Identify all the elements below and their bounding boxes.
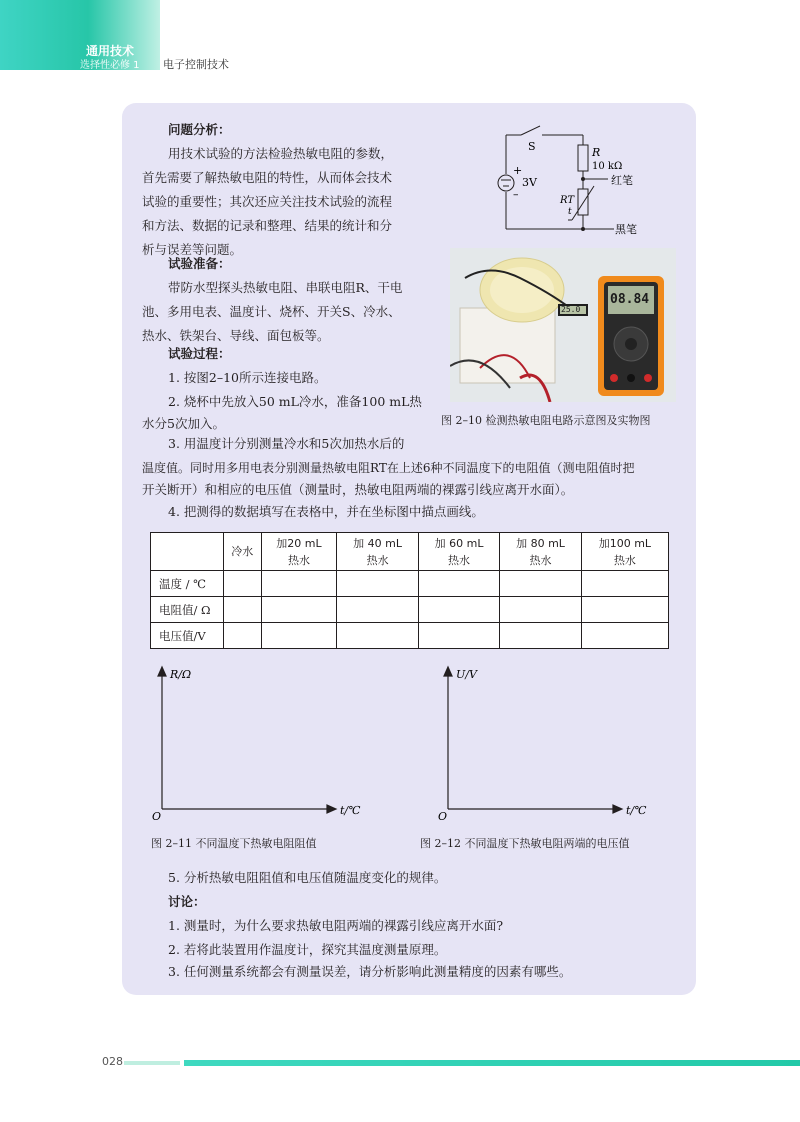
graph1-origin: O bbox=[152, 810, 162, 822]
experiment-photo bbox=[450, 248, 676, 402]
step-1: 1. 按图2–10所示连接电路。 bbox=[168, 370, 327, 385]
row-label-resistance: 电阻值/ Ω bbox=[151, 597, 224, 623]
step-2-cont: 水分5次加入。 bbox=[142, 416, 225, 431]
problem-line: 首先需要了解热敏电阻的特性，从而体会技术 bbox=[142, 170, 393, 185]
chapter-title: 电子控制技术 bbox=[163, 58, 229, 71]
graph-voltage-vs-temperature bbox=[434, 662, 674, 822]
label-thermistor: RT bbox=[560, 195, 575, 206]
discussion-item: 1. 测量时，为什么要求热敏电阻两端的裸露引线应离开水面? bbox=[168, 918, 504, 933]
label-t: t bbox=[568, 207, 572, 217]
step-3: 3. 用温度计分别测量冷水和5次加热水后的 bbox=[168, 436, 405, 451]
graph1-ylabel: R/Ω bbox=[170, 668, 192, 681]
discussion-heading: 讨论： bbox=[168, 894, 206, 909]
step-5: 5. 分析热敏电阻阻值和电压值随温度变化的规律。 bbox=[168, 870, 447, 885]
footer-bar-light bbox=[124, 1061, 180, 1065]
table-header-cell: 加 40 mL 热水 bbox=[337, 533, 418, 571]
book-subtitle: 选择性必修 1 bbox=[80, 60, 140, 71]
data-table bbox=[150, 532, 669, 649]
problem-line: 试验的重要性；其次还应关注技术试验的流程 bbox=[142, 194, 393, 209]
problem-line: 用技术试验的方法检验热敏电阻的参数， bbox=[168, 146, 394, 161]
footer-bar bbox=[184, 1060, 800, 1066]
table-header-cell: 加20 mL 热水 bbox=[261, 533, 337, 571]
graph-resistance-vs-temperature bbox=[148, 662, 388, 822]
circuit-diagram bbox=[490, 118, 650, 240]
row-label-temperature: 温度 / ℃ bbox=[151, 571, 224, 597]
step-2: 2. 烧杯中先放入50 mL冷水，准备100 mL热 bbox=[168, 394, 422, 409]
label-red-probe: 红笔 bbox=[611, 174, 633, 187]
prep-line: 池、多用电表、温度计、烧杯、开关S、冷水、 bbox=[142, 304, 401, 319]
step-4: 4. 把测得的数据填写在表格中，并在坐标图中描点画线。 bbox=[168, 504, 484, 519]
problem-line: 析与误差等问题。 bbox=[142, 242, 243, 257]
table-header-row bbox=[151, 533, 669, 571]
process-heading: 试验过程： bbox=[168, 346, 231, 361]
prep-line: 热水、铁架台、导线、面包板等。 bbox=[142, 328, 330, 343]
meter-reading: 08.84 bbox=[610, 292, 650, 307]
row-label-voltage: 电压值/V bbox=[151, 623, 224, 649]
step-3-cont: 温度值。同时用多用电表分别测量热敏电阻RT在上述6种不同温度下的电阻值（测电阻值时把 bbox=[142, 461, 635, 475]
discussion-item: 3. 任何测量系统都会有测量误差，请分析影响此测量精度的因素有哪些。 bbox=[168, 964, 572, 979]
label-minus: – bbox=[513, 188, 519, 201]
label-plus: + bbox=[513, 164, 523, 177]
step-3-cont: 开关断开）和相应的电压值（测量时，热敏电阻两端的裸露引线应离开水面）。 bbox=[142, 482, 574, 497]
graph1-xlabel: t/℃ bbox=[340, 804, 361, 817]
label-resistor: R bbox=[592, 146, 601, 159]
book-title: 通用技术 bbox=[86, 44, 135, 58]
table-header-cell: 冷水 bbox=[224, 533, 262, 571]
table-corner-cell bbox=[151, 533, 224, 571]
graph2-origin: O bbox=[438, 810, 448, 822]
label-switch: S bbox=[528, 140, 536, 153]
problem-heading: 问题分析： bbox=[168, 122, 231, 137]
table-row bbox=[151, 623, 669, 649]
graph2-ylabel: U/V bbox=[456, 668, 477, 681]
discussion-item: 2. 若将此装置用作温度计，探究其温度测量原理。 bbox=[168, 942, 447, 957]
table-row bbox=[151, 597, 669, 623]
table-row bbox=[151, 571, 669, 597]
table-header-cell: 加100 mL 热水 bbox=[581, 533, 668, 571]
label-battery: 3V bbox=[522, 176, 537, 189]
figure-2-10-caption: 图 2–10 检测热敏电阻电路示意图及实物图 bbox=[441, 414, 651, 427]
figure-2-12-caption: 图 2–12 不同温度下热敏电阻两端的电压值 bbox=[420, 837, 630, 850]
prep-heading: 试验准备： bbox=[168, 256, 231, 271]
page-number: 028 bbox=[102, 1055, 123, 1068]
label-resistor-value: 10 kΩ bbox=[592, 161, 623, 172]
table-header-cell: 加 80 mL 热水 bbox=[500, 533, 581, 571]
figure-2-11-caption: 图 2–11 不同温度下热敏电阻阻值 bbox=[151, 837, 317, 850]
prep-line: 带防水型探头热敏电阻、串联电阻R、干电 bbox=[168, 280, 403, 295]
table-header-cell: 加 60 mL 热水 bbox=[418, 533, 499, 571]
problem-line: 和方法、数据的记录和整理、结果的统计和分 bbox=[142, 218, 393, 233]
label-black-probe: 黑笔 bbox=[615, 223, 637, 236]
thermometer-reading: 25.0 bbox=[561, 305, 581, 314]
graph2-xlabel: t/℃ bbox=[626, 804, 647, 817]
